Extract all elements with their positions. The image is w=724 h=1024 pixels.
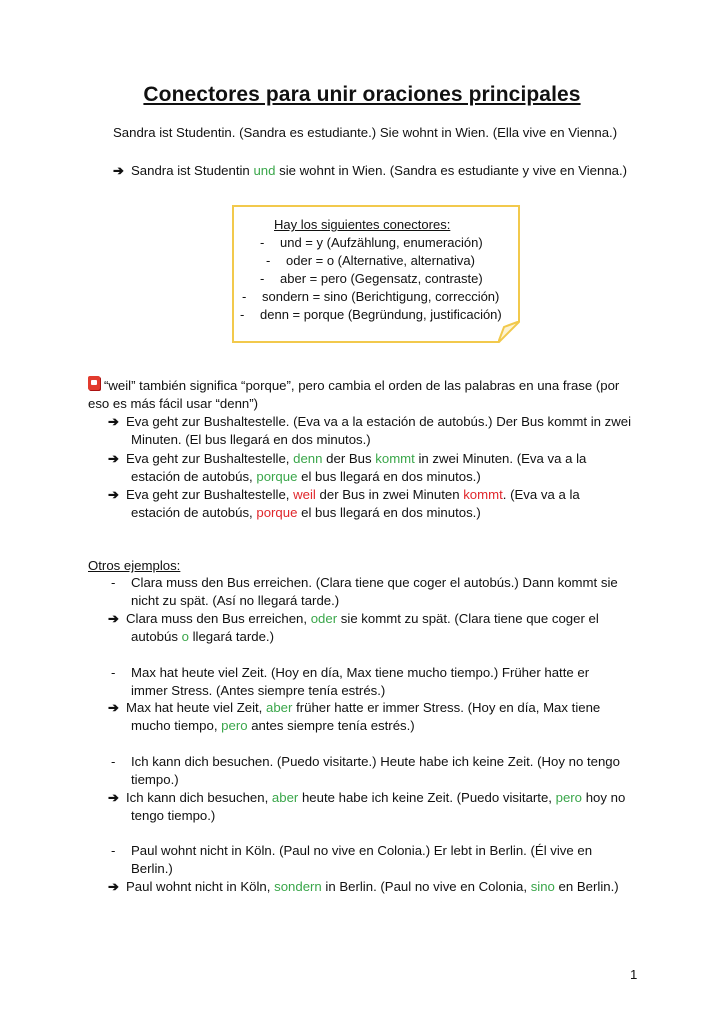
- arrow-icon: ➔: [108, 611, 120, 626]
- weil-example-3: ➔ Eva geht zur Bushaltestelle, weil der Bus in zwei Minuten kommt. (Eva va a la: [108, 487, 580, 502]
- arrow-icon: ➔: [108, 414, 120, 429]
- example-combined-cont: autobús o llegará tarde.): [131, 629, 274, 644]
- list-bullet: -: [111, 575, 116, 590]
- example-sentence-cont: tiempo.): [131, 772, 179, 787]
- connector-word: aber: [266, 700, 293, 715]
- example-sentence-cont: Berlin.): [131, 861, 173, 876]
- connector-word: aber: [271, 790, 299, 805]
- weil-example-1: ➔ Eva geht zur Bushaltestelle. (Eva va a la estación de autobús.) Der Bus kommt in zwei: [108, 414, 632, 429]
- verb-word: kommt: [463, 487, 503, 502]
- connector-word: und: [253, 163, 276, 178]
- list-bullet: -: [111, 843, 116, 858]
- connector-word: porque: [256, 505, 298, 520]
- box-bullet: -: [242, 289, 247, 304]
- verb-word: kommt: [375, 451, 415, 466]
- page-title: Conectores para unir oraciones principales: [143, 83, 581, 106]
- folded-corner-icon: [498, 321, 520, 343]
- arrow-icon: ➔: [108, 790, 120, 805]
- weil-example-2-cont: estación de autobús, porque el bus llegará en dos minutos.): [131, 469, 481, 484]
- connector-word: sino: [530, 879, 555, 894]
- intro-example: Sandra ist Studentin. (Sandra es estudiante.) Sie wohnt in Wien. (Ella vive en Vienna.): [113, 125, 618, 140]
- example-combined: ➔ Ich kann dich besuchen, aber heute habe ich keine Zeit. (Puedo visitarte, pero hoy no: [108, 790, 626, 805]
- box-bullet: -: [266, 253, 271, 268]
- weil-note-cont: eso es más fácil usar “denn”): [88, 396, 259, 411]
- box-item: sondern = sino (Berichtigung, corrección): [262, 289, 500, 304]
- arrow-icon: ➔: [108, 879, 120, 894]
- list-bullet: -: [111, 665, 116, 680]
- weil-example-2: ➔ Eva geht zur Bushaltestelle, denn der Bus kommt in zwei Minuten. (Eva va a la: [108, 451, 587, 466]
- page-number: 1: [630, 967, 638, 982]
- example-combined: ➔ Paul wohnt nicht in Köln, sondern in Berlin. (Paul no vive en Colonia, sino en Berlin.): [108, 879, 619, 894]
- arrow-icon: ➔: [113, 163, 125, 178]
- connector-word: weil: [293, 487, 316, 502]
- box-heading: Hay los siguientes conectores:: [274, 217, 451, 232]
- example-sentence: Paul wohnt nicht in Köln. (Paul no vive en Colonia.) Er lebt in Berlin. (Él vive en: [131, 843, 593, 858]
- connector-word: oder: [310, 611, 338, 626]
- weil-example-3-cont: estación de autobús, porque el bus llegará en dos minutos.): [131, 505, 481, 520]
- box-item: aber = pero (Gegensatz, contraste): [280, 271, 483, 286]
- box-item: denn = porque (Begründung, justificación): [260, 307, 502, 322]
- section-heading: Otros ejemplos:: [88, 558, 181, 573]
- arrow-icon: ➔: [108, 487, 120, 502]
- example-sentence-cont: nicht zu spät. (Así no llegará tarde.): [131, 593, 340, 608]
- example-combined: ➔ Clara muss den Bus erreichen, oder sie kommt zu spät. (Clara tiene que coger el: [108, 611, 599, 626]
- weil-note: “weil” también significa “porque”, pero cambia el orden de las palabras en una frase (por: [104, 378, 620, 393]
- example-sentence-cont: immer Stress. (Antes siempre tenía estrés.): [131, 683, 386, 698]
- weil-example-1-cont: Minuten. (El bus llegará en dos minutos.): [131, 432, 371, 447]
- connector-word: porque: [256, 469, 298, 484]
- example-sentence: Clara muss den Bus erreichen. (Clara tiene que coger el autobús.) Dann kommt sie: [131, 575, 618, 590]
- list-bullet: -: [111, 754, 116, 769]
- example-combined: ➔ Max hat heute viel Zeit, aber früher hatte er immer Stress. (Hoy en día, Max tiene: [108, 700, 601, 715]
- connector-word: sondern: [274, 879, 322, 894]
- connector-word: pero: [221, 718, 248, 733]
- intro-combined: ➔ Sandra ist Studentin und sie wohnt in Wien. (Sandra es estudiante y vive en Vienna.): [113, 163, 628, 178]
- arrow-icon: ➔: [108, 451, 120, 466]
- connector-word: denn: [293, 451, 323, 466]
- box-bullet: -: [260, 271, 265, 286]
- example-combined-cont: tengo tiempo.): [131, 808, 216, 823]
- box-bullet: -: [260, 235, 265, 250]
- example-sentence: Max hat heute viel Zeit. (Hoy en día, Max tiene mucho tiempo.) Früher hatte er: [131, 665, 590, 680]
- example-sentence: Ich kann dich besuchen. (Puedo visitarte.) Heute habe ich keine Zeit. (Hoy no tengo: [131, 754, 620, 769]
- connector-word: pero: [555, 790, 583, 805]
- box-item: und = y (Aufzählung, enumeración): [280, 235, 483, 250]
- box-item: oder = o (Alternative, alternativa): [286, 253, 475, 268]
- example-combined-cont: mucho tiempo, pero antes siempre tenía estrés.): [131, 718, 415, 733]
- connector-word: o: [181, 629, 189, 644]
- arrow-icon: ➔: [108, 700, 120, 715]
- connector-box: [232, 205, 520, 343]
- warning-icon: [88, 376, 100, 390]
- box-bullet: -: [240, 307, 245, 322]
